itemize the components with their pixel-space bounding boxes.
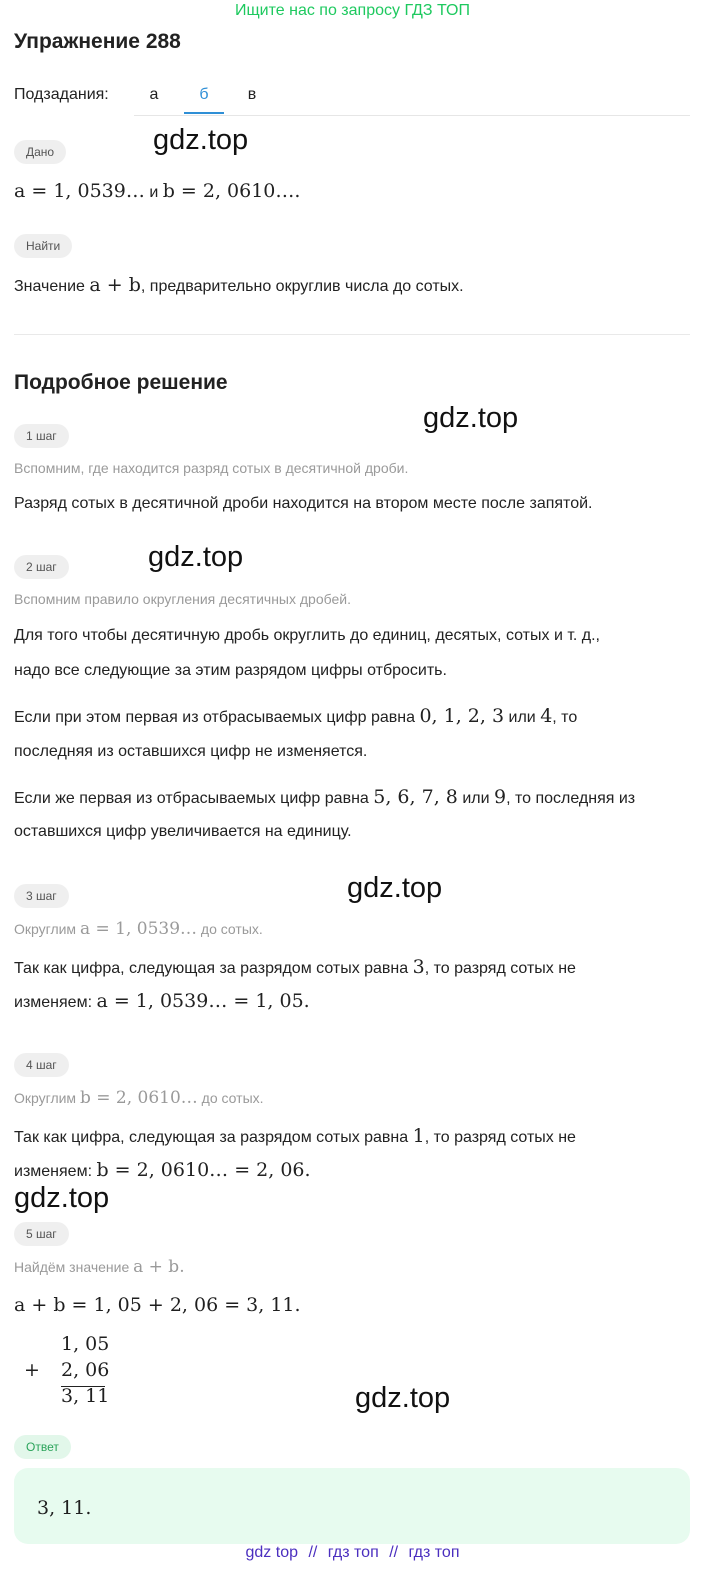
find-chip: Найти: [14, 234, 72, 258]
calc-plus: +: [24, 1359, 40, 1381]
watermark: gdz.top: [423, 402, 519, 434]
step-3-hint-post: до сотых.: [200, 921, 263, 937]
step-1-chip: 1 шаг: [14, 424, 69, 448]
calc-top: 1, 05: [61, 1333, 110, 1355]
watermark: gdz.top: [347, 872, 443, 904]
step-2-p2-line1: [14, 705, 577, 727]
section-divider: [14, 334, 690, 335]
calc-result: 3, 11: [61, 1385, 110, 1407]
watermark: gdz.top: [153, 124, 249, 156]
step-2-p2-or: или: [508, 709, 536, 726]
step-4-line2-expr: b = 2, 0610… = 2, 06.: [96, 1159, 311, 1181]
step-4-hint-pre: Округлим: [14, 1090, 77, 1106]
step-1-hint: Вспомним, где находится разряд сотых в десятичной дроби.: [14, 460, 409, 476]
step-4-hint-post: до сотых.: [201, 1090, 264, 1106]
step-2-p1-line1: Для того чтобы десятичную дробь округлить до единиц, десятых, сотых и т. д.,: [14, 627, 600, 644]
step-2-p3-pre: Если же первая из отбрасываемых цифр равна: [14, 790, 369, 807]
find-expr: a + b: [89, 274, 141, 296]
step-3-line2: [14, 990, 310, 1012]
step-2-hint: Вспомним правило округления десятичных дробей.: [14, 591, 351, 607]
step-3-line1-digit: 3: [412, 956, 425, 978]
answer-chip: Ответ: [14, 1435, 71, 1459]
step-4-line1-digit: 1: [412, 1125, 425, 1147]
step-2-p2-pre: Если при этом первая из отбрасываемых цифр равна: [14, 709, 416, 726]
given-and: и: [149, 184, 159, 201]
calc-mid: 2, 06: [61, 1359, 110, 1381]
step-4-line2-pre: изменяем:: [14, 1163, 93, 1180]
step-4-line1: [14, 1125, 576, 1147]
footer-link-3[interactable]: гдз топ: [408, 1544, 460, 1561]
step-2-p1-line2: надо все следующие за этим разрядом цифры отбросить.: [14, 662, 447, 679]
step-2-p3-post: , то последняя из: [506, 790, 636, 807]
step-3-line2-pre: изменяем:: [14, 994, 93, 1011]
step-3-hint-pre: Округлим: [14, 921, 77, 937]
step-3-hint-expr: a = 1, 0539…: [79, 919, 198, 939]
solution-title: Подробное решение: [14, 371, 228, 394]
footer-links: [0, 1544, 705, 1562]
step-3-line2-expr: a = 1, 0539… = 1, 05.: [96, 990, 310, 1012]
given-a: a = 1, 0539…: [14, 180, 145, 202]
step-5-hint: [14, 1257, 185, 1277]
step-4-hint: [14, 1088, 264, 1108]
find-pre: Значение: [14, 278, 85, 295]
step-1-text: Разряд сотых в десятичной дроби находится на втором месте после запятой.: [14, 495, 593, 512]
watermark: gdz.top: [14, 1182, 110, 1214]
step-2-p3-or: или: [462, 790, 490, 807]
given-b: b = 2, 0610….: [162, 180, 301, 202]
step-2-p3-line1: [14, 786, 635, 808]
page-title: Упражнение 288: [14, 30, 181, 53]
step-4-line2: [14, 1159, 311, 1181]
step-2-p2-line2: последняя из оставшихся цифр не изменяется.: [14, 743, 368, 760]
step-2-p3-last: 9: [493, 786, 507, 808]
top-banner: Ищите нас по запросу ГДЗ ТОП: [235, 2, 470, 19]
step-2-p3-digits: 5, 6, 7, 8: [373, 786, 458, 808]
step-5-hint-expr: a + b.: [133, 1257, 185, 1277]
step-4-line1-pre: Так как цифра, следующая за разрядом сотых равна: [14, 1129, 409, 1146]
tabs-divider: [134, 115, 690, 116]
step-2-p2-digits: 0, 1, 2, 3: [419, 705, 505, 727]
given-chip: Дано: [14, 140, 66, 164]
active-tab-indicator: [184, 112, 224, 114]
step-2-p2-last: 4: [540, 705, 553, 727]
step-4-chip: 4 шаг: [14, 1053, 69, 1077]
step-3-line1-post: , то разряд сотых не: [424, 960, 576, 977]
tab-b[interactable]: б: [199, 86, 209, 103]
step-5-chip: 5 шаг: [14, 1222, 69, 1246]
step-4-line1-post: , то разряд сотых не: [424, 1129, 576, 1146]
find-text: [14, 274, 464, 296]
given-values: [14, 180, 300, 202]
step-5-hint-pre: Найдём значение: [14, 1259, 130, 1275]
footer-link-1[interactable]: gdz top: [245, 1544, 298, 1561]
step-5-sum: a + b = 1, 05 + 2, 06 = 3, 11.: [14, 1294, 301, 1316]
step-2-chip: 2 шаг: [14, 555, 69, 579]
answer-box: [14, 1468, 690, 1544]
step-4-hint-expr: b = 2, 0610…: [79, 1088, 198, 1108]
find-post: , предварительно округлив числа до сотых.: [140, 278, 464, 295]
step-3-hint: [14, 919, 263, 939]
footer-separator: //: [389, 1544, 399, 1561]
step-3-line1-pre: Так как цифра, следующая за разрядом сотых равна: [14, 960, 409, 977]
footer-link-2[interactable]: гдз топ: [327, 1544, 379, 1561]
tab-a[interactable]: а: [149, 86, 159, 103]
footer-separator: //: [308, 1544, 318, 1561]
watermark: gdz.top: [148, 541, 244, 573]
answer-value: 3, 11.: [37, 1497, 92, 1519]
step-2-p3-line2: оставшихся цифр увеличивается на единицу.: [14, 823, 352, 840]
tab-v[interactable]: в: [247, 86, 257, 103]
subtasks-label: Подзадания:: [14, 86, 109, 103]
step-3-chip: 3 шаг: [14, 884, 69, 908]
watermark: gdz.top: [355, 1382, 451, 1414]
step-2-p2-post: , то: [552, 709, 578, 726]
step-3-line1: [14, 956, 576, 978]
